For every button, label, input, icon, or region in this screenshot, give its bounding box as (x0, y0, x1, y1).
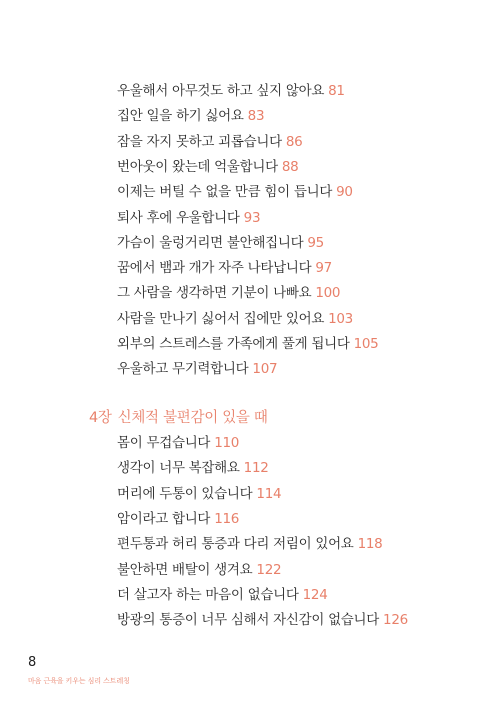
toc-entry-title: 이제는 버틸 수 없을 만큼 힘이 듭니다 (117, 184, 333, 201)
toc-entry-page: 114 (256, 485, 282, 502)
toc-entry (117, 360, 277, 378)
toc-entry-title: 잠을 자지 못하고 괴롭습니다 (117, 133, 282, 150)
toc-entry-page: 124 (302, 586, 328, 603)
toc-entry (117, 183, 353, 201)
toc-entry-page: 97 (315, 260, 332, 277)
toc-entry (117, 611, 408, 629)
toc-entry-page: 122 (256, 561, 282, 578)
toc-entry (117, 535, 382, 553)
toc-entry-title: 편두통과 허리 통증과 다리 저림이 있어요 (117, 536, 354, 553)
toc-entry-title: 방광의 통증이 너무 심해서 자신감이 없습니다 (117, 612, 380, 629)
toc-entry-page: 90 (336, 184, 353, 201)
toc-entry-page: 110 (214, 435, 240, 451)
toc-entry-title: 생각이 너무 복잡해요 (117, 460, 240, 477)
toc-entry-title: 사람을 만나기 싫어서 집에만 있어요 (117, 310, 325, 327)
running-title: 마음 근육을 키우는 심리 스트레칭 (28, 677, 130, 685)
page-number: 8 (28, 655, 37, 670)
toc-entry (117, 259, 332, 277)
toc-entry-page: 95 (307, 234, 324, 251)
toc-entry (117, 310, 353, 328)
toc-entry-title: 외부의 스트레스를 가족에게 풀게 됩니다 (117, 336, 350, 352)
toc-entry-page: 88 (281, 158, 299, 175)
toc-entry-title: 우울하고 무기력합니다 (117, 361, 249, 378)
toc-entry (117, 107, 264, 125)
toc-entry-page: 93 (243, 209, 261, 226)
toc-entry (117, 133, 302, 151)
toc-entry (117, 284, 340, 302)
toc-entry-page: 83 (247, 108, 265, 125)
toc-entry (117, 586, 327, 604)
toc-entry-page: 116 (214, 510, 240, 527)
toc-entry-page: 103 (328, 310, 353, 327)
toc-entry-page: 105 (353, 336, 379, 352)
toc-entry-page: 86 (285, 133, 303, 150)
toc-entry-title: 퇴사 후에 우울합니다 (117, 209, 240, 226)
toc-entry-title: 꿈에서 뱀과 개가 자주 나타납니다 (117, 260, 312, 277)
toc-entry (117, 510, 239, 528)
toc-entry (117, 82, 345, 100)
toc-entry (117, 459, 269, 477)
toc-entry-title: 집안 일을 하기 싫어요 (117, 108, 244, 125)
toc-entry-title: 가슴이 울렁거리면 불안해집니다 (117, 234, 304, 251)
chapter-title: 신체적 불편감이 있을 때 (117, 410, 268, 426)
toc-entry-title: 우울해서 아무것도 하고 싶지 않아요 (117, 83, 325, 99)
toc-entry-page: 100 (315, 285, 341, 302)
toc-entry-page: 118 (357, 536, 383, 553)
toc-entry (117, 158, 298, 176)
toc-entry-title: 암이라고 합니다 (117, 510, 211, 527)
toc-entry (117, 485, 281, 503)
toc-entry (117, 234, 324, 252)
toc-entry-title: 머리에 두통이 있습니다 (117, 485, 253, 502)
toc-entry (117, 561, 281, 579)
toc-entry (117, 209, 260, 227)
toc-entry-page: 126 (383, 612, 408, 629)
toc-entry-title: 그 사람을 생각하면 기분이 나빠요 (117, 285, 312, 302)
toc-entry (117, 434, 239, 452)
toc-entry-page: 81 (328, 83, 345, 99)
toc-entry-title: 몸이 무겁습니다 (117, 435, 211, 451)
toc-entry-page: 107 (252, 361, 278, 378)
toc-entry-title: 더 살고자 하는 마음이 없습니다 (117, 586, 299, 603)
toc-entry (117, 335, 378, 353)
toc-entry-page: 112 (243, 460, 269, 477)
chapter-heading (89, 408, 268, 428)
toc-entry-title: 번아웃이 왔는데 억울합니다 (117, 158, 278, 175)
toc-entry-title: 불안하면 배탈이 생겨요 (117, 561, 253, 578)
chapter-number: 4장 (89, 410, 112, 426)
